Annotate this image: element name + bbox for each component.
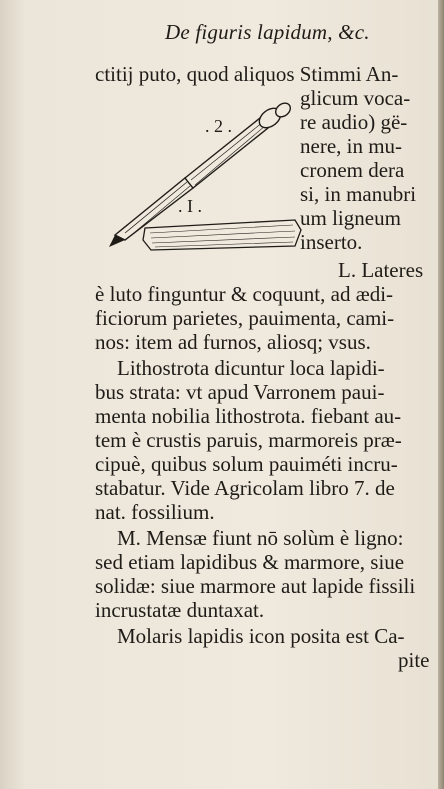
- text-line-23: incrustatæ duntaxat.: [95, 598, 265, 622]
- text-line-10: è luto finguntur & coquunt, ad ædi-: [95, 282, 394, 306]
- text-line-20: M. Mensæ fiunt nō solùm è ligno:: [117, 526, 404, 550]
- running-header: De figuris lapidum, &c.: [165, 20, 370, 44]
- text-line-16: tem è crustis paruis, marmoreis præ-: [95, 428, 402, 452]
- text-line-9: L. Lateres: [338, 258, 424, 282]
- text-line-4: nere, in mu-: [300, 134, 403, 158]
- stylus-and-block-illustration: [105, 100, 305, 260]
- text-line-14: bus strata: vt apud Varronem paui-: [95, 380, 385, 404]
- text-line-8: inserto.: [300, 230, 363, 254]
- block-drawing: [143, 220, 301, 250]
- text-line-19: nat. fossilium.: [95, 500, 215, 524]
- page-edge: [438, 0, 444, 789]
- text-line-6: si, in manubri: [300, 182, 417, 206]
- text-line-5: cronem dera: [300, 158, 405, 182]
- label-lower: . I .: [178, 196, 202, 216]
- text-line-1: ctitij puto, quod aliquos Stimmi An-: [95, 62, 399, 86]
- text-line-15: menta nobilia lithostrota. fiebant au-: [95, 404, 402, 428]
- text-line-24: Molaris lapidis icon posita est Ca-: [117, 624, 405, 648]
- text-line-17: cipuè, quibus solum pauiméti incru-: [95, 452, 398, 476]
- text-line-22: solidæ: siue marmore aut lapide fissili: [95, 574, 416, 598]
- text-line-12: nos: item ad furnos, aliosq; vsus.: [95, 330, 371, 354]
- catchword-line: pite: [398, 648, 430, 672]
- text-line-2: glicum voca-: [300, 86, 411, 110]
- text-line-3: re audio) gë-: [300, 110, 408, 134]
- text-line-18: stabatur. Vide Agricolam libro 7. de: [95, 476, 395, 500]
- text-line-7: um ligneum: [300, 206, 401, 230]
- text-line-11: ficiorum parietes, pauimenta, cami-: [95, 306, 395, 330]
- label-upper: . 2 .: [205, 116, 232, 136]
- text-line-13: Lithostrota dicuntur loca lapidi-: [117, 356, 385, 380]
- text-line-21: sed etiam lapidibus & marmore, siue: [95, 550, 405, 574]
